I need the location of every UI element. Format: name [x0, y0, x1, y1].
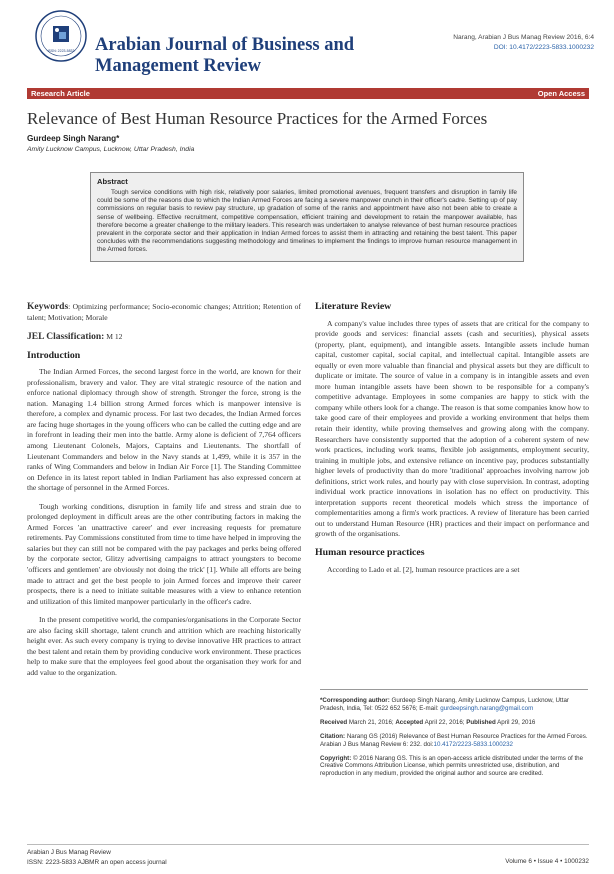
article-type: Research Article — [31, 89, 90, 98]
author-affiliation: Amity Lucknow Campus, Lucknow, Uttar Pradesh, India — [27, 146, 195, 153]
footer-volume: Volume 6 • Issue 4 • 1000232 — [505, 858, 589, 865]
article-info — [320, 697, 588, 784]
intro-paragraph: In the present competitive world, the companies/organisations in the Corporate Sector are also facing skill shortage, talent crunch and attrition which are reaching historically height ever. As such every company is trying to devise innovative HR practices to attract the best talent and retain them by providing conducive work environment. These practices help to make sure that the employees feel good about the organisation they work for and add value to the organization. — [27, 615, 301, 677]
literature-paragraph: A company's value includes three types of assets that are critical for the company to provide goods and services: financial assets (cash and securities), physical assets (property, plant, equipment), and intangible assets. Intangible assets include human capital, customer capital, social capital, and intellectual capital. Intangible assets are equally or even more valuable than financial and physical assets but they are difficult to duplicate or imitate. The source of value in a company is in intangible assets and even more human intangible assets have been shown to be responsible for a company's competitive advantage. Employees in some companies are happy to stick with the company while others look for a change. The reason is that some companies know how to take good care of their employees and provide a working environment that helps them retain their identity, while proving themselves and growing along with the company. Researchers have consistently supported that the adoption of a coherent system of new work practices, including work teams, flexible job assignments, employment security, training in multiple jobs, and extensive reliance on incentive pay, produces substantially higher levels of productivity than do more 'traditional' approaches involving narrow job definitions, strict work rules, and hourly pay with close supervision. In contrast, adopting individual work practice innovations in isolation has no effect on productivity. This interpretation supports recent theoretical models which stress the importance of complementarities among a firm's work practices. A review of literature has been carried out to understand Human Resource (HR) practices and their impact on performance and growth of the organisations. — [315, 318, 589, 539]
citation-doi-link[interactable]: 10.4172/2223-5833.1000232 — [433, 740, 513, 748]
doi-link[interactable]: DOI: 10.4172/2223-5833.1000232 — [493, 44, 594, 51]
svg-text:ISSN: 2223-5833: ISSN: 2223-5833 — [47, 49, 75, 53]
left-column — [27, 302, 301, 679]
divider — [320, 689, 588, 690]
literature-heading: Literature Review — [315, 301, 392, 312]
abstract-heading: Abstract — [97, 177, 128, 186]
keywords: Keywords: Optimizing performance; Socio-economic changes; Attrition; Retention of talent; Motivation; Morale — [27, 302, 301, 322]
author-name: Gurdeep Singh Narang* — [27, 134, 120, 143]
footer-journal: Arabian J Bus Manag Review ISSN: 2223-5833 AJBMR an open access journal — [27, 849, 167, 866]
introduction-heading: Introduction — [27, 349, 81, 361]
jel-classification: JEL Classification: M 12 — [27, 332, 123, 343]
copyright-info: Copyright: © 2016 Narang GS. This is an open-access article distributed under the terms of the Creative Commons Attribution License, which permits unrestricted use, distribution, and reproduction in any medium, provided the original author and source are credited. — [320, 754, 584, 778]
journal-logo — [35, 10, 87, 62]
abstract-text: Tough service conditions with high risk, relatively poor salaries, limited promotional avenues, frequent transfers and disruption in family life could be some of the reasons due to which the Indian Armed Forces are facing a severe manpower crunch in their officer's cadre. Setting up of pay commissions on regular basis to review pay structure, up gradation of some of the ranks and appointment have also not been able to create a sense of wellbeing. Effective recruitment, competitive compensation, efficient training and development to retain the manpower available, has therefore become a greater challenge to the military leaders. This research was undertaken to analyse relevance of best human resource practices prevalent in the corporate sector and their application in Indian Armed forces to assist them in attracting and retaining the best talent. This paper concludes with the recommendations suggesting methodology and timelines to implement the findings to improve human resource management in the Armed forces. — [97, 189, 517, 254]
right-column — [315, 302, 589, 575]
citation-info: Citation: Narang GS (2016) Relevance of Best Human Resource Practices for the Armed Forces. Arabian J Bus Manag Review 6: 232. doi:10.4172/2223-5833.1000232 — [320, 732, 588, 748]
corresponding-author: *Corresponding author: Gurdeep Singh Narang, Amity Lucknow Campus, Lucknow, Uttar Pradesh, India, Tel: 0522 652 5676; E-mail: gurdeepsingh.narang@gmail.com — [320, 697, 569, 712]
article-type-bar — [27, 88, 589, 99]
hr-practices-heading: Human resource practices — [315, 547, 425, 559]
article-dates: Received March 21, 2016; Accepted April 22, 2016; Published April 29, 2016 — [320, 718, 536, 726]
article-title: Relevance of Best Human Resource Practices for the Armed Forces — [27, 109, 488, 128]
email-link[interactable]: gurdeepsingh.narang@gmail.com — [440, 704, 534, 712]
footer-divider — [27, 844, 589, 845]
intro-paragraph: Tough working conditions, disruption in family life and stress and strain due to prolonged deployment in difficult areas are the other contributing factors in making the Armed Forces 'an unattractive career' and ever increasing requests for premature retirements. Pay Commissions constituted from time to time have helped in improving the salaries but they can still not be compared with the pay packages and perks being offered by the corporate sector, Glitzy advertising campaigns to attract youngsters to become 'officers and gentlemen' are obviously not doing the trick' [1]. While all efforts are being made to attract and get the best people to join Armed forces and improve their career prospects, there is a need to initiate suitable measures with a view to enhance retention and utilization of this limited manpower particularly in the officer's cadre. — [27, 501, 301, 606]
hr-practices-paragraph: According to Lado et al. [2], human resource practices are a set — [327, 564, 520, 574]
intro-paragraph: The Indian Armed Forces, the second largest force in the world, are known for their professionalism, bravery and valor. They are vital strategic resource of the nation and enforce national diplomacy through show of strength. Stronger the force, strong is the nation. Managing 1.4 billion strong Armed forces which is manpower intensive is therefore, a complex and dynamic process. For last two decades, the Indian Armed forces are facing huge shortages in the young officers who can be called the cutting edge and are in forefront in leading their men into the battle. Army alone is deficient of 7,764 officers among Lieutenant Colonels, Majors, Captains and Lieutenants. The shortfall of Lieutenant Commanders and below in the Navy stands at 1,499, while it is 357 in the ranks of Wing Commanders and below in Indian Air Force [1]. The Standing Committee on Defence in its latest report tabled in Indian Parliament has also expressed concern at the shortage of personnel in the Armed Forces. — [27, 367, 301, 493]
header-citation: Narang, Arabian J Bus Manag Review 2016, 6:4 DOI: 10.4172/2223-5833.1000232 — [453, 34, 594, 51]
abstract-box — [90, 172, 524, 262]
journal-title: Arabian Journal of Business and Management Review — [95, 35, 355, 76]
open-access-label: Open Access — [537, 89, 585, 98]
